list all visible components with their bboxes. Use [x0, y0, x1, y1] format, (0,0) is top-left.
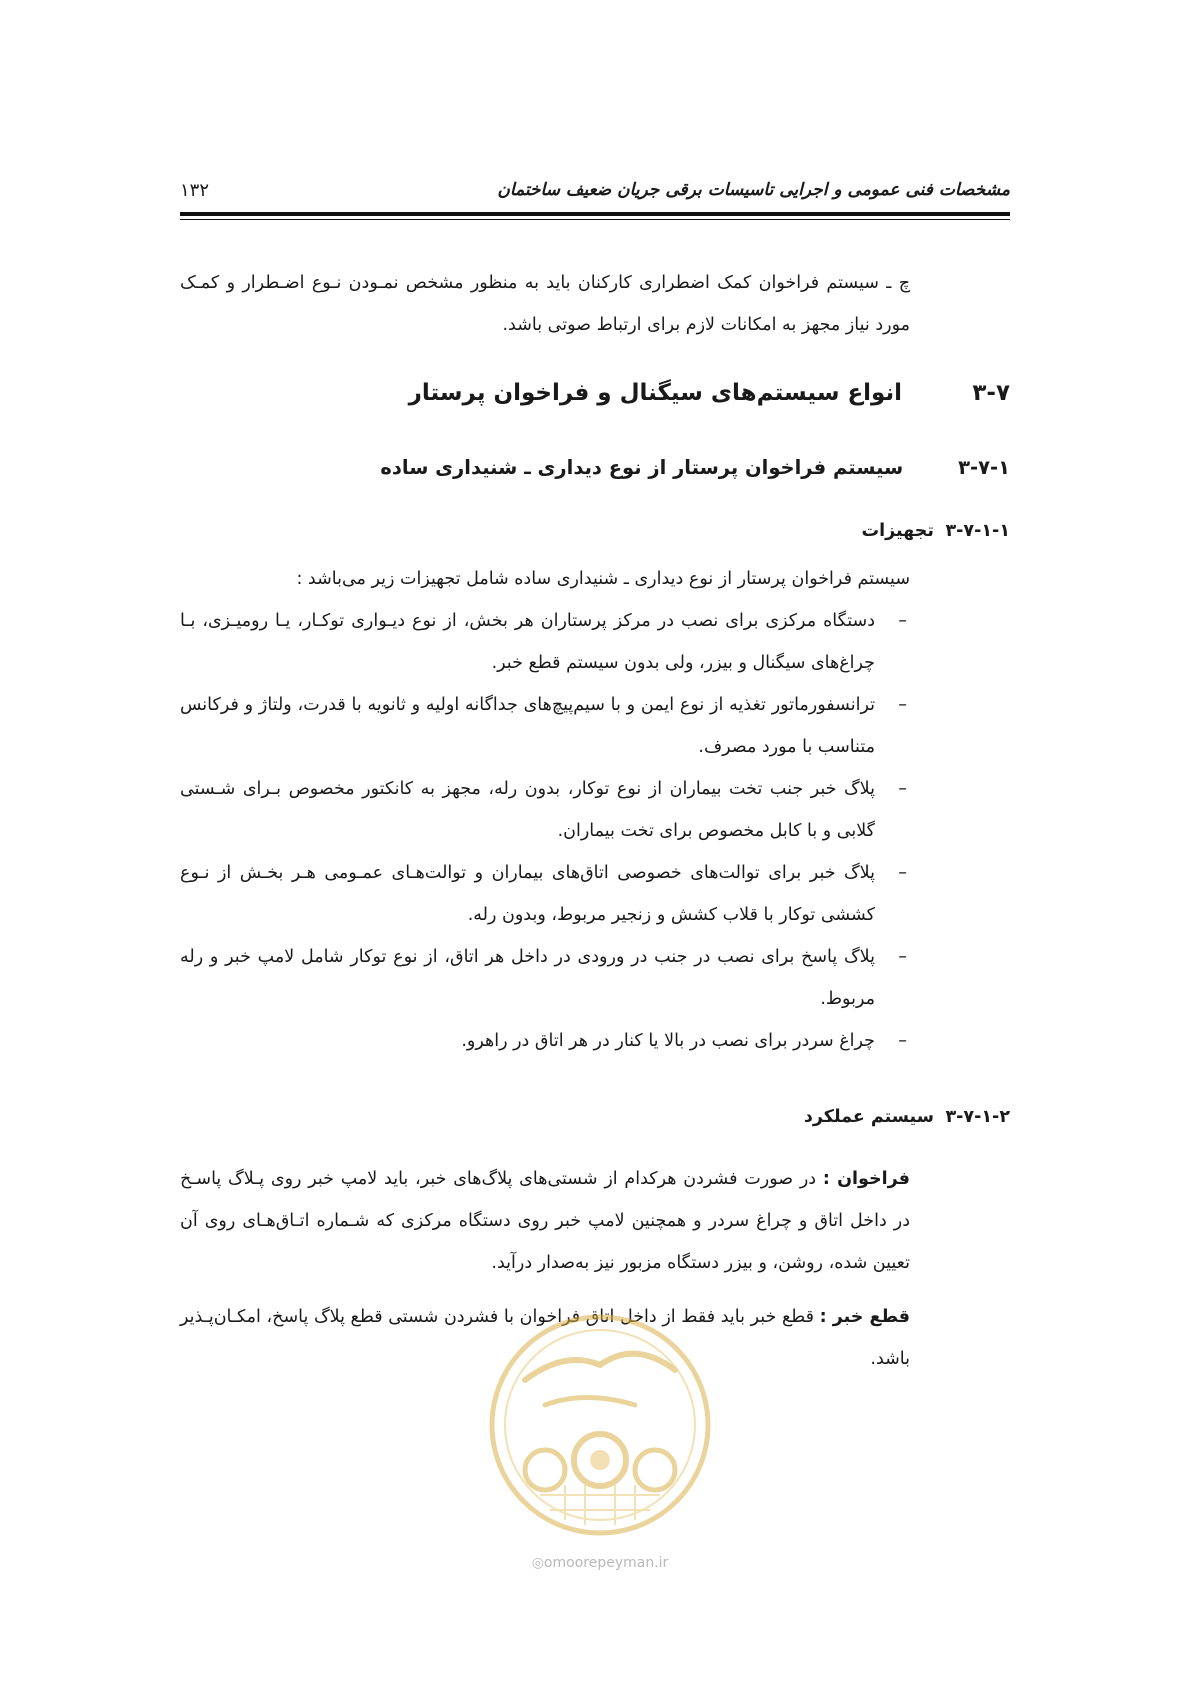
- intro-block: [180, 262, 910, 346]
- list-item: [180, 1020, 907, 1062]
- cancel-text: قطع خبر باید فقط از داخل اتاق فراخوان با فشردن شستی قطع پلاگ پاسخ، امکـان‌پـذیر باشد.: [180, 1307, 910, 1369]
- heading-title: انواع سیستم‌های سیگنال و فراخوان پرستار: [408, 380, 902, 406]
- intro-paragraph: چ ـ سیستم فراخوان کمک اضطراری کارکنان باید به منظور مشخص نمـودن نـوع اضـطرار و کمـک مورد نیاز مجهز به امکانات لازم برای ارتباط صوتی باشد.: [180, 273, 910, 335]
- heading-section-3-7-1-1: [862, 521, 1010, 541]
- list-item-text: پلاگ خبر برای توالت‌های خصوصی اتاق‌های بیماران و توالت‌هـای عمـومی هـر بخـش از نـوع کششی توکار با قلاب کشش و زنجیر مربوط، وبدون رله.: [180, 863, 875, 925]
- watermark-site: ◎omoorepeyman.ir: [531, 1555, 669, 1571]
- list-item-text: ترانسفورماتور تغذیه از نوع ایمن و با سیم‌پیچ‌های جداگانه اولیه و ثانویه با قدرت، ولتاژ و فرکانس متناسب با مورد مصرف.: [180, 695, 875, 757]
- header-title: مشخصات فنی عمومی و اجرایی تاسیسات برقی جریان ضعیف ساختمان: [497, 180, 1010, 200]
- header-rule-thick: [180, 212, 1010, 216]
- heading-title: تجهیزات: [861, 521, 934, 541]
- list-item: [180, 852, 907, 936]
- running-header: [180, 180, 1010, 212]
- heading-number: ۳-۷-۱: [958, 456, 1010, 479]
- list-item-text: دستگاه مرکزی برای نصب در مرکز پرستاران هر بخش، از نوع دیـواری توکـار، یـا رومیـزی، بـا چراغ‌های سیگنال و بیزر، ولی بدون سیستم قطع خبر.: [180, 611, 875, 673]
- list-dash: –: [898, 1031, 907, 1051]
- list-dash: –: [898, 611, 907, 631]
- list-item-text: پلاگ خبر جنب تخت بیماران از نوع توکار، بدون رله، مجهز به کانکتور مخصوص بـرای شـستی گلابی و با کابل مخصوص برای تخت بیماران.: [180, 779, 875, 841]
- watermark-logo-icon: [485, 1310, 715, 1540]
- list-item-text: پلاگ پاسخ برای نصب در جنب در ورودی در داخل هر اتاق، از نوع توکار شامل لامپ خبر و رله مربوط.: [180, 947, 875, 1009]
- call-label: فراخوان :: [822, 1169, 910, 1189]
- page-number: ۱۳۲: [180, 180, 210, 201]
- heading-number: ۳-۷: [972, 380, 1010, 406]
- equipment-list: [180, 600, 907, 1062]
- list-item-text: چراغ سردر برای نصب در بالا یا کنار در هر اتاق در راهرو.: [461, 1031, 875, 1051]
- operation-paragraph-call: [180, 1158, 910, 1284]
- list-dash: –: [898, 947, 907, 967]
- list-dash: –: [898, 863, 907, 883]
- heading-title: سیستم عملکرد: [803, 1107, 934, 1127]
- list-item: [180, 768, 907, 852]
- heading-section-3-7-1-2: [804, 1107, 1010, 1127]
- heading-section-3-7-1: [380, 456, 1010, 479]
- heading-number: ۳-۷-۱-۲: [945, 1107, 1010, 1127]
- equipment-list-wrap: [180, 600, 907, 1062]
- list-dash: –: [898, 779, 907, 799]
- equipment-block: [180, 558, 910, 600]
- heading-section-3-7: [409, 380, 1010, 406]
- list-item: [180, 936, 907, 1020]
- list-item: [180, 600, 907, 684]
- call-text: در صورت فشردن هرکدام از شستی‌های پلاگ‌های خبر، باید لامپ خبر روی پـلاگ پاسـخ در داخل اتاق و چراغ سردر و همچنین لامپ خبر روی دستگاه مرکزی که شـماره اتـاق‌هـای روی آن تعیین شده، روشن، و بیزر دستگاه مزبور نیز به‌صدار درآید.: [180, 1169, 910, 1273]
- watermark-at-icon: ◎: [531, 1555, 544, 1571]
- equipment-intro: سیستم فراخوان پرستار از نوع دیداری ـ شنیداری ساده شامل تجهیزات زیر می‌باشد :: [296, 569, 910, 589]
- header-rule-thin: [180, 219, 1010, 220]
- list-item: [180, 684, 907, 768]
- heading-title: سیستم فراخوان پرستار از نوع دیداری ـ شنیداری ساده: [380, 456, 904, 479]
- cancel-label: قطع خبر :: [819, 1307, 910, 1327]
- list-dash: –: [898, 695, 907, 715]
- heading-number: ۳-۷-۱-۱: [945, 521, 1010, 541]
